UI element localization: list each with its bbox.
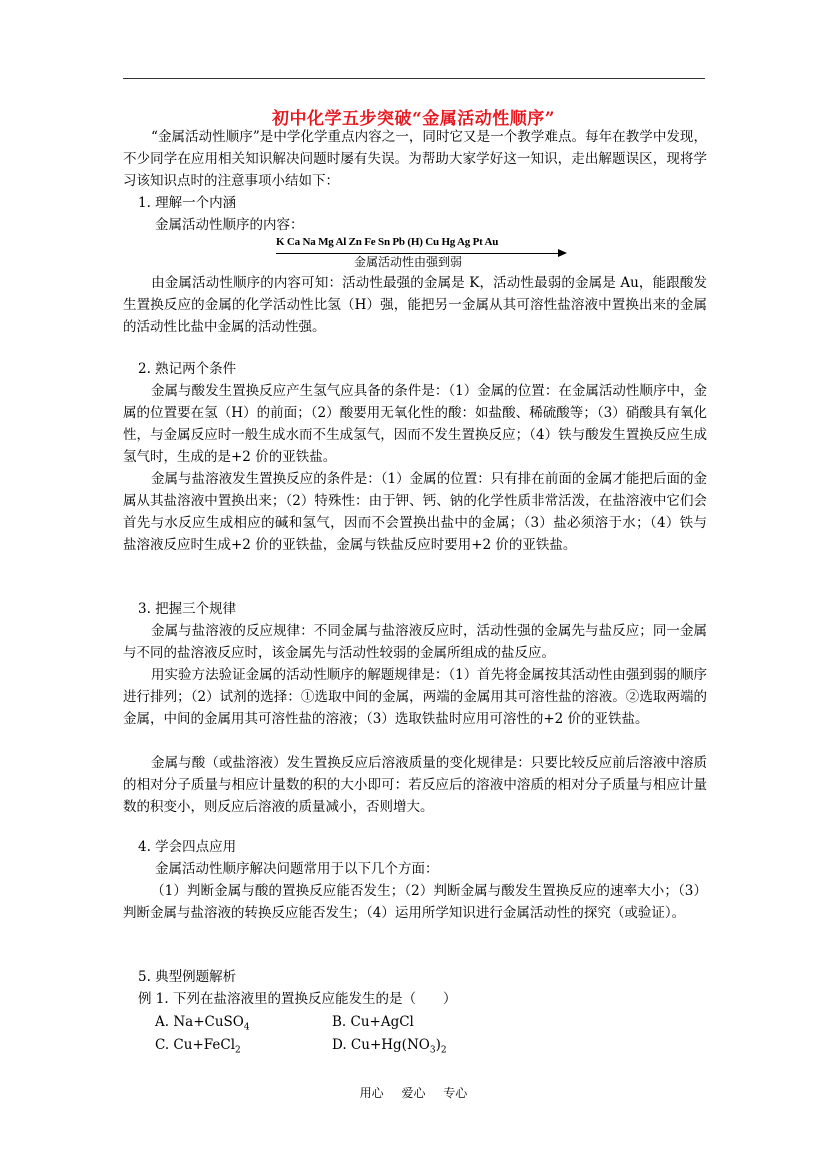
section-3-paragraph-1	[123, 620, 707, 664]
section-5-heading: 5. 典型例题解析	[138, 969, 237, 985]
page-title: 初中化学五步突破“金属活动性顺序”	[271, 109, 556, 129]
metal-series-text: K Ca Na Mg Al Zn Fe Sn Pb (H) Cu Hg Ag Pt Au	[276, 236, 499, 248]
section-2-text-2: 金属与盐溶液发生置换反应的条件是：（1）金属的位置：只有排在前面的金属才能把后面的金属从其盐溶液中置换出来；（2）特殊性：由于钾、钙、钠的化学性质非常活泼，在盐溶液中它们会首先与水反应生成相应的碱和氢气，因而不会置换出盐中的金属；（3）盐必须溶于水；（4）铁与盐溶液反应时生成+2 价的亚铁盐，金属与铁盐反应时要用+2 价的亚铁盐。	[123, 471, 707, 553]
section-4-text: （1）判断金属与酸的置换反应能否发生；（2）判断金属与酸发生置换反应的速率大小；（3）判断金属与盐溶液的转换反应能否发生；（4）运用所学知识进行金属活动性的探究（或验证）。	[123, 883, 707, 921]
example-question: 例 1. 下列在盐溶液里的置换反应能发生的是（ ）	[138, 991, 457, 1007]
section-3-text-3: 金属与酸（或盐溶液）发生置换反应后溶液质量的变化规律是：只要比较反应前后溶液中溶质的相对分子质量与相应计量数的积的大小即可：若反应后的溶液中溶质的相对分子质量与相应计量数的积变小，则反应后溶液的质量减小，否则增大。	[123, 755, 707, 815]
section-3-paragraph-3	[123, 752, 707, 818]
option-c: C. Cu+FeCl$_2$	[155, 1037, 241, 1056]
intro-paragraph	[123, 126, 707, 192]
arrow-caption: 金属活动性由强到弱	[354, 255, 463, 269]
section-4-paragraph	[123, 880, 707, 924]
header-rule	[123, 78, 705, 79]
section-3-text-2: 用实验方法验证金属的活动性顺序的解题规律是：（1）首先将金属按其活动性由强到弱的顺序进行排列；（2）试剂的选择：①选取中间的金属，两端的金属用其可溶性盐的溶液。②选取两端的金属，中间的金属用其可溶性盐的溶液；（3）选取铁盐时应用可溶性的+2 价的亚铁盐。	[123, 667, 707, 727]
section-3-text-1: 金属与盐溶液的反应规律：不同金属与盐溶液反应时，活动性强的金属先与盐反应；同一金属与不同的盐溶液反应时，该金属先与活动性较弱的金属所组成的盐反应。	[123, 623, 707, 661]
option-d: D. $Cu+Hg(NO_3)_2$	[332, 1037, 447, 1056]
section-1-heading: 1. 理解一个内涵	[138, 195, 237, 211]
section-4-intro: 金属活动性顺序解决问题常用于以下几个方面：	[155, 861, 439, 877]
section-2-heading: 2. 熟记两个条件	[138, 361, 237, 377]
section-1-text: 由金属活动性顺序的内容可知：活动性最强的金属是 K，活动性最弱的金属是 Au，能跟酸发生置换反应的金属的化学活动性比氢（H）强，能把另一金属从其可溶性盐溶液中置换出来的金属的活动性比盐中金属的活动性强。	[123, 275, 707, 335]
section-2-paragraph-2	[123, 468, 707, 556]
option-b: B. Cu+AgCl	[332, 1014, 414, 1030]
section-2-paragraph-1	[123, 380, 707, 468]
option-a: A. Na+CuSO$_4$	[155, 1014, 250, 1033]
page-footer: 用心 爱心 专心	[359, 1086, 468, 1100]
arrow-right-icon	[558, 249, 567, 257]
intro-text: “金属活动性顺序”是中学化学重点内容之一，同时它又是一个教学难点。每年在教学中发现，不少同学在应用相关知识解决问题时屡有失误。为帮助大家学好这一知识，走出解题误区，现将学习该知识点时的注意事项小结如下：	[123, 129, 707, 189]
section-1-paragraph	[123, 272, 707, 338]
section-1-label: 金属活动性顺序的内容：	[155, 217, 304, 233]
section-3-paragraph-2	[123, 664, 707, 730]
section-3-heading: 3. 把握三个规律	[138, 601, 237, 617]
section-2-text-1: 金属与酸发生置换反应产生氢气应具备的条件是：（1）金属的位置：在金属活动性顺序中，金属的位置要在氢（H）的前面；（2）酸要用无氧化性的酸：如盐酸、稀硫酸等；（3）硝酸具有氧化性，与金属反应时一般生成水而不生成氢气，因而不发生置换反应；（4）铁与酸发生置换反应生成氢气时，生成的是+2 价的亚铁盐。	[123, 383, 707, 465]
section-4-heading: 4. 学会四点应用	[138, 839, 237, 855]
